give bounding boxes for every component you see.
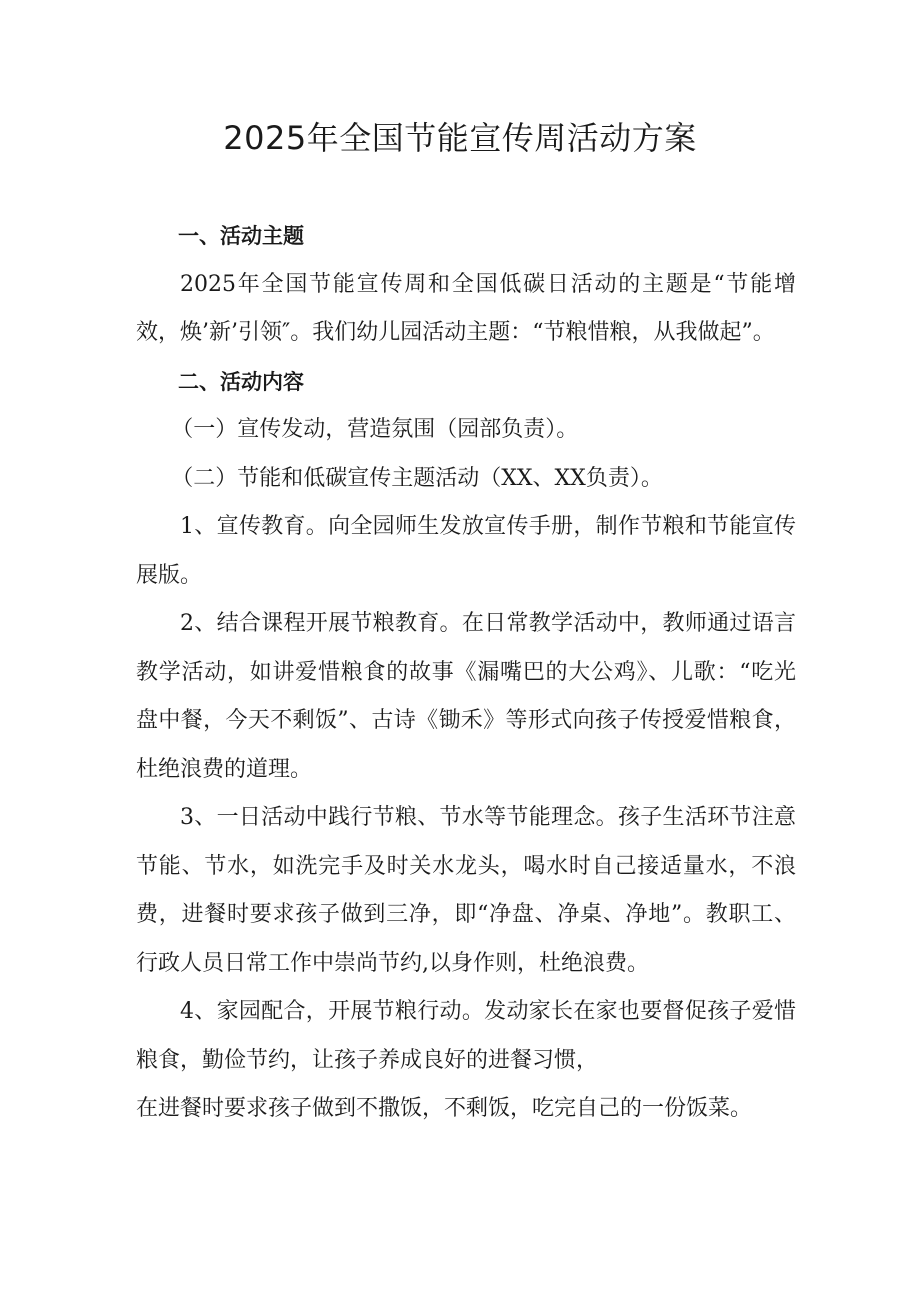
section-heading-content: 二、活动内容 [178, 369, 304, 394]
paragraph-point-4-continued: 在进餐时要求孩子做到不撒饭，不剩饭，吃完自己的一份饭菜。 [136, 1096, 753, 1121]
subitem-theme-activity: （二）节能和低碳宣传主题活动（XX、XX负责）。 [171, 465, 663, 491]
paragraph-theme: 2025年全国节能宣传周和全国低碳日活动的主题是“节能增效，焕’新’引领″。我们幼儿园活动主题：“节粮惜粮，从我做起”。 [136, 271, 796, 345]
paragraph-point-2: 2、结合课程开展节粮教育。在日常教学活动中，教师通过语言教学活动，如讲爱惜粮食的故事《漏嘴巴的大公鸡》、儿歌：“吃光盘中餐，今天不剩饭”、古诗《锄禾》等形式向孩子传授爱惜粮食，杜绝浪费的道理。 [136, 611, 796, 782]
paragraph-point-4: 4、家园配合，开展节粮行动。发动家长在家也要督促孩子爱惜粮食，勤俭节约，让孩子养成良好的进餐习惯， [136, 999, 796, 1073]
document-title: 2025年全国节能宣传周活动方案 [223, 119, 697, 157]
paragraph-point-3: 3、一日活动中践行节粮、节水等节能理念。孩子生活环节注意节能、节水，如洗完手及时关水龙头，喝水时自己接适量水，不浪费，进餐时要求孩子做到三净，即“净盘、净桌、净地”。教职工、行政人员日常工作中崇尚节约,以身作则，杜绝浪费。 [136, 805, 796, 976]
section-heading-theme: 一、活动主题 [178, 224, 304, 248]
subitem-publicity: （一）宣传发动，营造氛围（园部负责）。 [171, 417, 579, 442]
paragraph-point-1: 1、宣传教育。向全园师生发放宣传手册，制作节粮和节能宣传展版。 [136, 514, 796, 588]
document-body [136, 212, 796, 1134]
